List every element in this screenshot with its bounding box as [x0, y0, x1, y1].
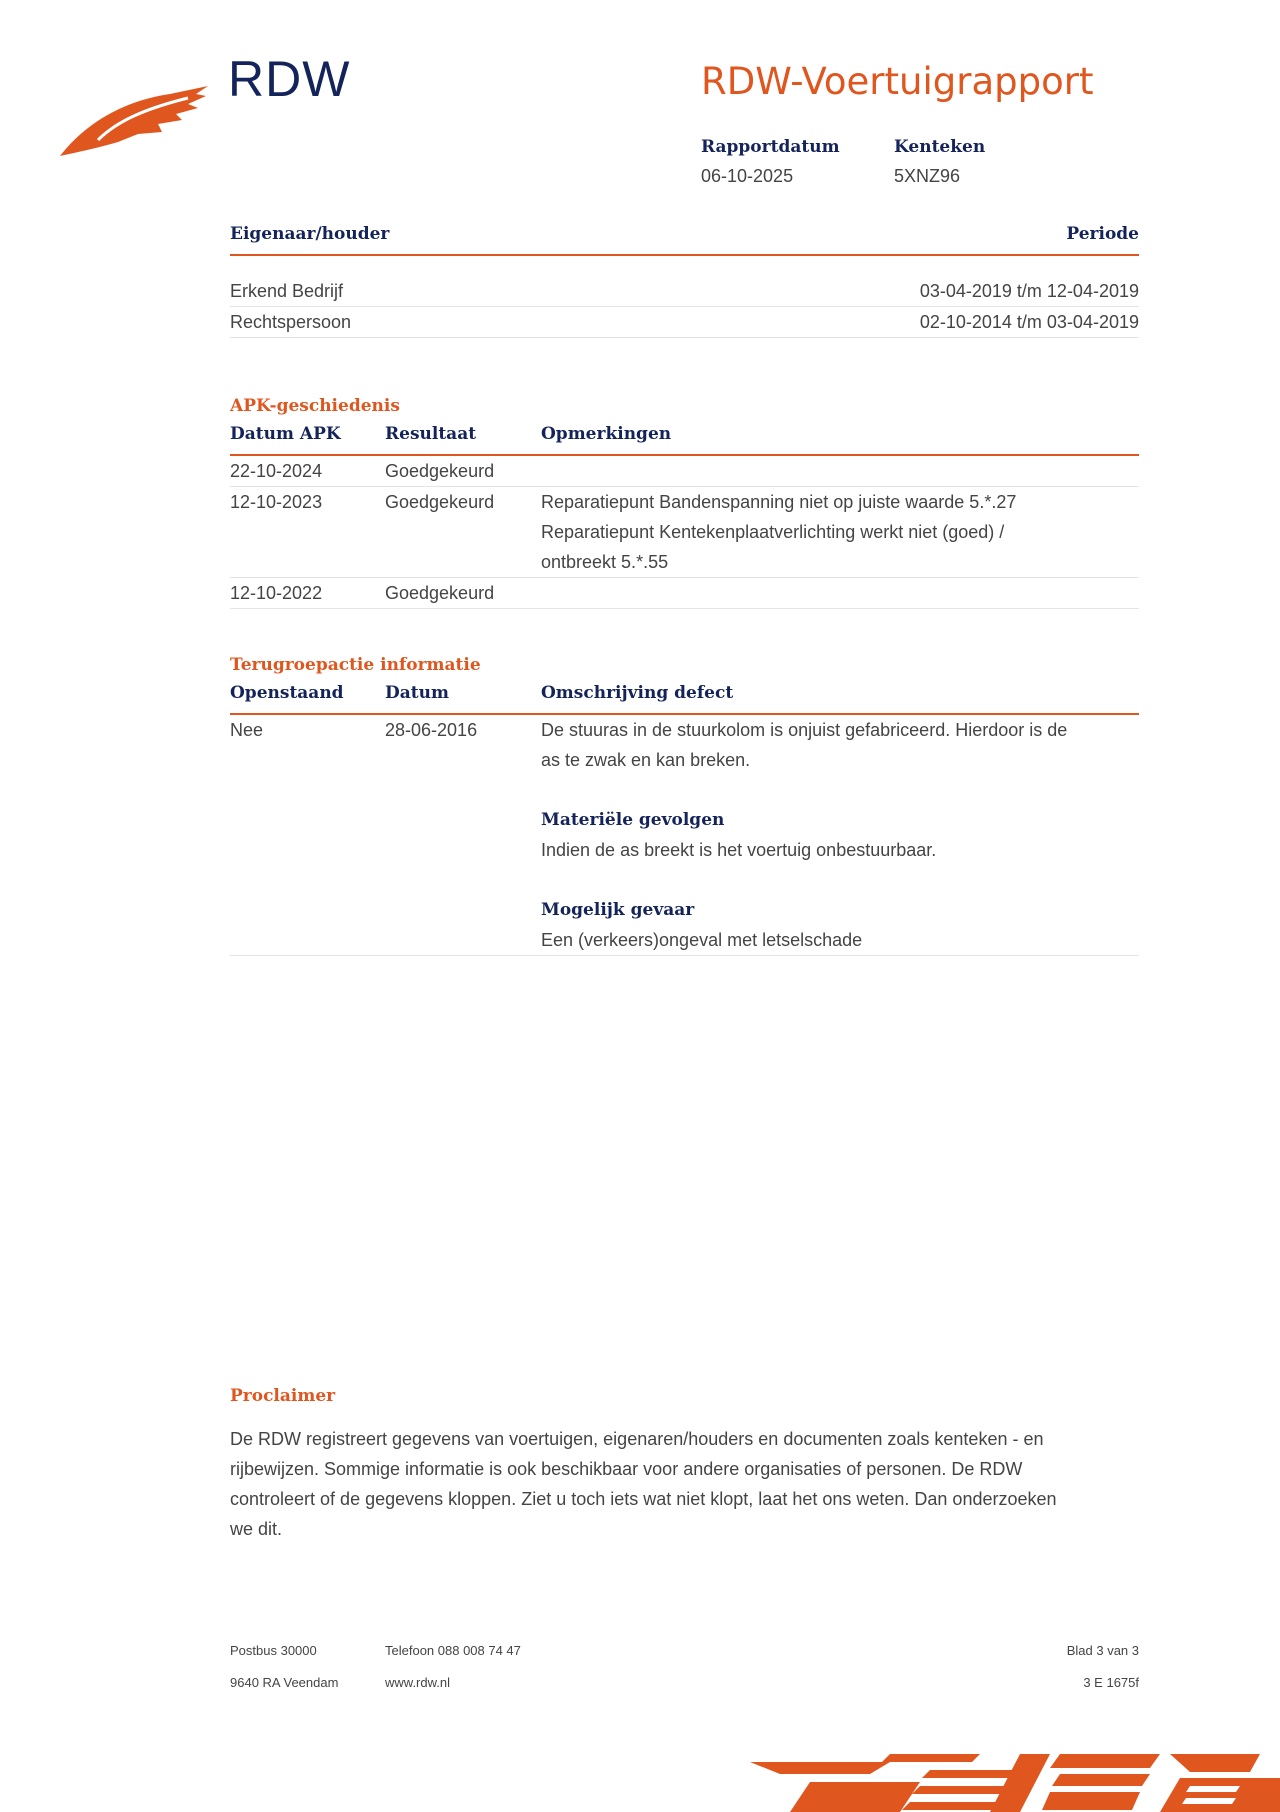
proclaimer-section	[230, 1386, 1139, 1544]
proclaimer-line: De RDW registreert gegevens van voertuigen, eigenaren/houders en documenten zoals kenteken - en	[230, 1429, 1044, 1449]
owners-section	[230, 224, 1139, 338]
apk-row	[230, 487, 1139, 578]
rdw-stripes-icon	[720, 1752, 1280, 1812]
apk-row	[230, 578, 1139, 609]
owner-row	[230, 276, 1139, 307]
apk-remark-line: Reparatiepunt Kentekenplaatverlichting werkt niet (goed) /	[541, 522, 1005, 542]
apk-title: APK-geschiedenis	[230, 396, 400, 416]
report-title: RDW-Voertuigrapport	[701, 60, 1094, 103]
apk-remark-line: Reparatiepunt Bandenspanning niet op juiste waarde 5.*.27	[541, 492, 1017, 512]
recall-date: 28-06-2016	[385, 720, 478, 740]
apk-section	[230, 396, 1139, 609]
plate-value: 5XNZ96	[894, 166, 961, 186]
recall-open-header: Openstaand	[230, 683, 344, 703]
report-date-value: 06-10-2025	[701, 166, 794, 186]
consequences-title: Materiële gevolgen	[541, 810, 725, 830]
recall-section	[230, 655, 1139, 956]
apk-result: Goedgekeurd	[385, 461, 495, 481]
footer-phone: Telefoon 088 008 74 47	[385, 1643, 521, 1658]
danger-text: Een (verkeers)ongeval met letselschade	[541, 930, 863, 950]
owner-column-header: Eigenaar/houder	[230, 224, 390, 244]
period-column-header: Periode	[1066, 224, 1139, 244]
danger-title: Mogelijk gevaar	[541, 900, 695, 920]
recall-defect-line: De stuuras in de stuurkolom is onjuist gefabriceerd. Hierdoor is de	[541, 720, 1068, 740]
apk-result-header: Resultaat	[385, 424, 477, 444]
owner-period: 03-04-2019 t/m 12-04-2019	[919, 281, 1139, 301]
footer-code: 3 E 1675f	[1083, 1675, 1139, 1690]
owner-row	[230, 307, 1139, 338]
recall-details	[541, 715, 1139, 955]
footer-web[interactable]: www.rdw.nl	[385, 1675, 451, 1690]
rdw-wing-icon	[58, 80, 208, 160]
apk-remarks	[541, 487, 1016, 577]
apk-header	[230, 424, 1139, 456]
apk-date-header: Datum APK	[230, 424, 341, 444]
footer-postbus: Postbus 30000	[230, 1643, 317, 1658]
footer-page: Blad 3 van 3	[1066, 1643, 1139, 1658]
apk-result: Goedgekeurd	[385, 583, 495, 603]
owners-header	[230, 224, 1139, 256]
owner-name: Erkend Bedrijf	[230, 281, 344, 301]
apk-date: 12-10-2023	[230, 492, 323, 512]
proclaimer-title: Proclaimer	[230, 1386, 336, 1406]
apk-remark-line: ontbreekt 5.*.55	[541, 552, 669, 572]
plate-label: Kenteken	[894, 137, 986, 157]
report-date-label: Rapportdatum	[701, 137, 840, 157]
consequences-text: Indien de as breekt is het voertuig onbestuurbaar.	[541, 840, 937, 860]
owner-period: 02-10-2014 t/m 03-04-2019	[919, 312, 1139, 332]
owner-name: Rechtspersoon	[230, 312, 352, 332]
brand-name: RDW	[228, 51, 351, 107]
recall-defect-header: Omschrijving defect	[541, 683, 734, 703]
proclaimer-line: we dit.	[230, 1519, 283, 1539]
proclaimer-line: rijbewijzen. Sommige informatie is ook beschikbaar voor andere organisaties of personen. De RDW	[230, 1459, 1023, 1479]
apk-row	[230, 456, 1139, 487]
apk-date: 22-10-2024	[230, 461, 323, 481]
apk-date: 12-10-2022	[230, 583, 323, 603]
apk-remarks-header: Opmerkingen	[541, 424, 672, 444]
proclaimer-line: controleert of de gegevens kloppen. Ziet u toch iets wat niet klopt, laat het ons weten. Dan onderzoeken	[230, 1489, 1057, 1509]
apk-result: Goedgekeurd	[385, 492, 495, 512]
recall-open: Nee	[230, 720, 264, 740]
recall-title: Terugroepactie informatie	[230, 655, 481, 675]
footer-city: 9640 RA Veendam	[230, 1675, 339, 1690]
recall-header	[230, 683, 1139, 715]
recall-defect-line: as te zwak en kan breken.	[541, 750, 751, 770]
recall-date-header: Datum	[385, 683, 449, 703]
recall-row	[230, 715, 1139, 956]
